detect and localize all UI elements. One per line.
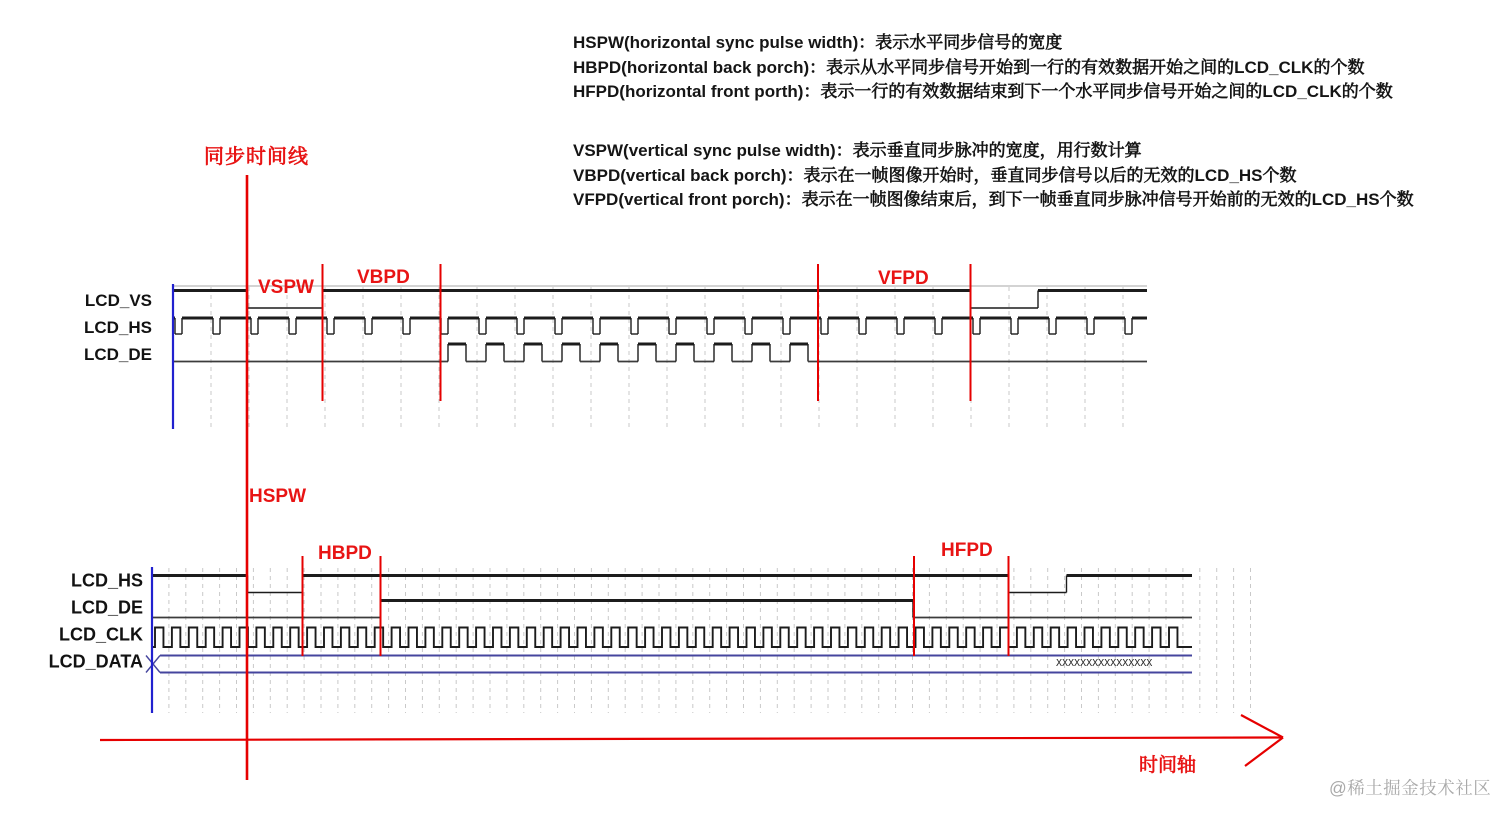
vfpd-definition: VFPD(vertical front porch)：表示在一帧图像结束后，到下一帧垂直同步脉冲信号开始前的无效的LCD_HS个数 [573,190,1414,210]
horizontal-params-block [573,31,1393,105]
hfpd-definition: HFPD(horizontal front porth)：表示一行的有效数据结束到下一个水平同步信号开始之间的LCD_CLK的个数 [573,82,1393,102]
lower-signal-label-lcd-data: LCD_DATA [48,651,143,672]
vertical-params-block [573,139,1414,213]
upper-signal-label-lcd-vs: LCD_VS [84,291,152,310]
lower-signal-label-lcd-de: LCD_DE [70,597,143,618]
upper-signal-label-lcd-hs: LCD_HS [83,318,152,337]
time-axis-label: 时间轴 [1139,755,1197,776]
vspw-definition: VSPW(vertical sync pulse width)：表示垂直同步脉冲的宽度，用行数计算 [573,141,1142,160]
hfpd-region-label: HFPD [941,540,993,561]
sync-timeline-label: 同步时间线 [204,146,309,168]
upper-signal-label-lcd-de: LCD_DE [83,345,152,364]
hspw-definition: HSPW(horizontal sync pulse width)：表示水平同步信号的宽度 [573,33,1063,52]
lower-signal-label-lcd-clk: LCD_CLK [59,624,143,645]
vbpd-definition: VBPD(vertical back porch)：表示在一帧图像开始时，垂直同步信号以后的无效的LCD_HS个数 [573,165,1297,185]
hspw-region-label: HSPW [249,486,306,507]
lower-signal-label-lcd-hs: LCD_HS [70,570,143,591]
vspw-region-label: VSPW [258,277,314,298]
hbpd-definition: HBPD(horizontal back porch)：表示从水平同步信号开始到一行的有效数据开始之间的LCD_CLK的个数 [573,57,1365,77]
data-bus-placeholder-text: XXXXXXXXXXXXXXXX [1056,658,1153,669]
hbpd-region-label: HBPD [318,543,372,564]
vfpd-region-label: VFPD [878,268,929,289]
vbpd-region-label: VBPD [357,267,410,288]
watermark: @稀土掘金技术社区 [1329,778,1492,798]
